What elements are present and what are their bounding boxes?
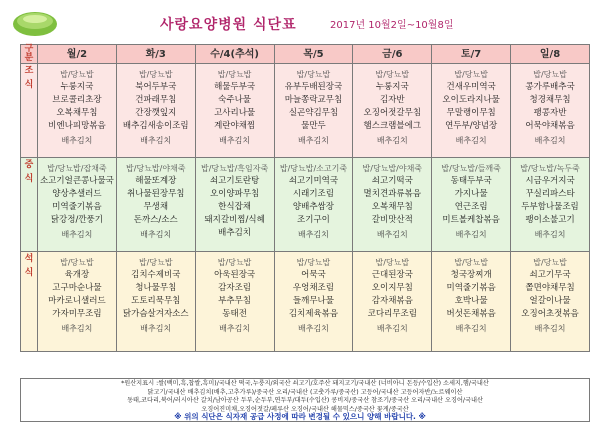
kimchi-item: 배추김치 [376, 324, 408, 333]
meal-label-breakfast: 조 식 [21, 64, 38, 158]
dinner-row [21, 252, 590, 352]
hospital-logo-icon [10, 8, 60, 38]
dish-item: 부추무침 [218, 296, 252, 306]
dish-item: 무말랭이무침 [446, 108, 496, 118]
dish-item: 김자반 [379, 95, 405, 105]
dish-item: 마카로니샐러드 [48, 296, 106, 306]
dish-item: 한식잡채 [218, 202, 252, 212]
dish-item: 청경채무침 [529, 95, 571, 105]
dish-item: 미역줄기볶음 [52, 202, 102, 212]
dish-item: 해물두부국 [214, 82, 256, 92]
rice-option: 밥/당뇨밥/야채죽 [126, 164, 186, 173]
dish-item: 버섯돈채볶음 [446, 309, 496, 319]
dish-item: 계란야채찜 [214, 121, 256, 131]
dish-item: 쇠고기토란탕 [209, 176, 260, 186]
dish-item: 누룽지국 [60, 82, 94, 92]
dish-item: 얼갈이나물 [529, 296, 571, 306]
dish-item: 취나물된장무침 [127, 189, 185, 199]
menu-cell [432, 64, 511, 158]
day-header: 일/8 [511, 45, 590, 64]
rice-option: 밥/당뇨밥 [138, 70, 173, 79]
menu-cell [116, 64, 195, 158]
kimchi-item: 배추김치 [534, 324, 566, 333]
kimchi-item: 배추김치 [297, 324, 329, 333]
menu-cell [274, 64, 353, 158]
dish-item: 오복채무침 [371, 202, 413, 212]
rice-option: 밥/당뇨밥 [60, 70, 94, 79]
dish-item: 팽이소불고기 [525, 215, 575, 225]
dish-item: 갈비맛산적 [371, 215, 413, 225]
dish-item: 오징어젓갈무침 [363, 108, 422, 118]
kimchi-item: 배추김치 [297, 136, 329, 145]
menu-cell [274, 158, 353, 252]
kimchi-item: 배추김치 [455, 230, 487, 239]
dish-item: 쇠고기미역국 [288, 176, 339, 186]
dish-item: 오복채무침 [56, 108, 98, 118]
rice-option: 밥/당뇨밥 [60, 258, 94, 267]
kimchi-item: 배추김치 [140, 324, 172, 333]
kimchi-item: 배추김치 [376, 230, 408, 239]
dish-item: 돼지갈비찜/식혜 [204, 215, 265, 225]
dish-item: 양배추쌈장 [292, 202, 334, 212]
dish-item: 배추김치 [218, 228, 252, 238]
day-header: 목/5 [274, 45, 353, 64]
dish-item: 해물또계장 [135, 176, 177, 186]
dish-item: 어묵야채볶음 [525, 121, 575, 131]
menu-cell [195, 252, 274, 352]
menu-table [20, 44, 590, 352]
dish-item: 김치수제비국 [131, 270, 181, 280]
menu-cell [195, 158, 274, 252]
dish-item: 실곤약김무침 [288, 108, 339, 118]
dish-item: 감자채볶음 [371, 296, 413, 306]
dish-item: 코다리무조림 [367, 309, 417, 319]
rice-option: 밥/당뇨밥/잡채죽 [47, 164, 107, 173]
dish-item: 팽콩자반 [533, 108, 567, 118]
dish-item: 아욱된장국 [214, 270, 256, 280]
dish-item: 꾸실리파스타 [525, 189, 575, 199]
dish-item: 소고기얼큰콩나물국 [39, 176, 114, 186]
date-range: 2017년 10월2일~10월8일 [330, 20, 454, 31]
dish-item: 두부함나물조림 [521, 202, 579, 212]
dish-item: 미역줄기볶음 [446, 283, 496, 293]
dish-item: 청나물무침 [135, 283, 177, 293]
day-header: 수/4(추석) [195, 45, 274, 64]
dish-item: 누룽지국 [375, 82, 409, 92]
kimchi-item: 배추김치 [297, 230, 329, 239]
dish-item: 비엔나피망볶음 [48, 121, 106, 131]
dish-item: 연근조림 [454, 202, 488, 212]
dish-item: 간장깻잎지 [135, 108, 177, 118]
rice-option: 밥/당뇨밥 [217, 70, 252, 79]
kimchi-item: 배추김치 [61, 230, 93, 239]
dish-item: 고사리나물 [214, 108, 256, 118]
dish-item: 건파래무침 [135, 95, 177, 105]
rice-option: 밥/당뇨밥 [138, 258, 173, 267]
dish-item: 감자조림 [218, 283, 252, 293]
rice-option: 밥/당뇨밥 [533, 258, 567, 267]
dish-item: 육개장 [64, 270, 90, 280]
menu-cell [38, 252, 117, 352]
kimchi-item: 배추김치 [534, 230, 566, 239]
rice-option: 밥/당뇨밥 [296, 70, 331, 79]
dish-item: 오이양파무침 [209, 189, 260, 199]
dish-item: 닭가슴살겨자소스 [122, 309, 189, 319]
menu-cell [116, 252, 195, 352]
dish-item: 동태두부국 [450, 176, 492, 186]
dish-item: 쫄면야채무침 [525, 283, 575, 293]
dish-item: 닭강정/깐풍기 [50, 215, 103, 225]
menu-cell [432, 252, 511, 352]
dish-item: 무생채 [143, 202, 169, 212]
menu-cell [511, 158, 590, 252]
dish-item: 시래기조림 [292, 189, 334, 199]
dish-item: 가자미무조림 [52, 309, 102, 319]
menu-cell [432, 158, 511, 252]
rice-option: 밥/당뇨밥 [533, 70, 567, 79]
dish-item: 호박나물 [454, 296, 488, 306]
kimchi-item: 배추김치 [61, 324, 93, 333]
dish-item: 마늘쫑락교무침 [284, 95, 343, 105]
dish-item: 오징어초젓볶음 [521, 309, 579, 319]
rice-option: 밥/당뇨밥 [375, 70, 410, 79]
origin-line: 닭고기/국내산 배추김치(배추,고추가루)/중국산 오리/국내산 (고춧가루/중국산) 고등어/국내산 고등어자반/노르웨이산 [147, 388, 463, 396]
kimchi-item: 배추김치 [376, 136, 408, 145]
dish-item: 쇠고기무국 [529, 270, 571, 280]
day-header-row [21, 45, 590, 64]
notice-text: ※ 위의 식단은 식자재 공급 사정에 따라 변경될 수 있으니 양해 바랍니다. ※ [174, 412, 426, 421]
origin-line: 동태,코다리,북어/러시아산 갈치/남아공산 두부,순두부,연두부/대두(수입산) 콩비지/중국산 참조기/중국산 오리/국내산 오징어/국내산 [127, 397, 483, 404]
day-header: 화/3 [116, 45, 195, 64]
kimchi-item: 배추김치 [140, 230, 172, 239]
menu-cell [195, 64, 274, 158]
dish-item: 고구마순나물 [52, 283, 102, 293]
page-title: 사랑요양병원 식단표 [160, 17, 297, 33]
menu-cell [38, 64, 117, 158]
origin-line: *원산지표시 :쌀(백미,흑,찹쌀,흑미)/국내산 떡국,누룽지/외국산 쇠고기/호주산 돼지고기/국내산 (너비아니 돈등/수입산) 소세지,햄/국내산 [121, 380, 489, 387]
kimchi-item: 배추김치 [61, 136, 93, 145]
rice-option: 밥/당뇨밥/소고기죽 [279, 164, 348, 173]
kimchi-item: 배추김치 [219, 324, 251, 333]
menu-cell [353, 158, 432, 252]
menu-cell [274, 252, 353, 352]
rice-option: 밥/당뇨밥/녹두죽 [520, 164, 580, 173]
menu-cell [353, 252, 432, 352]
lunch-row [21, 158, 590, 252]
dish-item: 멸치견과류볶음 [363, 189, 422, 199]
dish-item: 청국장찌개 [450, 270, 492, 280]
dish-item: 근대된장국 [371, 270, 413, 280]
dish-item: 우엉채조림 [292, 283, 334, 293]
meal-label-dinner: 석 식 [21, 252, 38, 352]
dish-item: 어묵국 [301, 270, 326, 280]
dish-item: 배추김새송이조림 [122, 121, 189, 131]
corner-label: 구 분 [21, 45, 38, 64]
dish-item: 북어두부국 [135, 82, 177, 92]
kimchi-item: 배추김치 [219, 136, 251, 145]
rice-option: 밥/당뇨밥 [296, 258, 331, 267]
dish-item: 들깨무나물 [292, 296, 334, 306]
rice-option: 밥/당뇨밥/들깨죽 [441, 164, 501, 173]
rice-option: 밥/당뇨밥/흑임자죽 [201, 164, 269, 173]
day-header: 토/7 [432, 45, 511, 64]
rice-option: 밥/당뇨밥/야채죽 [362, 164, 423, 173]
breakfast-row [21, 64, 590, 158]
menu-cell [511, 252, 590, 352]
dish-item: 건새우미역국 [446, 82, 496, 92]
menu-cell [38, 158, 117, 252]
kimchi-item: 배추김치 [140, 136, 172, 145]
rice-option: 밥/당뇨밥 [454, 70, 488, 79]
menu-cell [116, 158, 195, 252]
dish-item: 오이지무침 [371, 283, 413, 293]
meal-label-lunch: 중 식 [21, 158, 38, 252]
kimchi-item: 배추김치 [455, 324, 487, 333]
dish-item: 시금우거지국 [525, 176, 575, 186]
kimchi-item: 배추김치 [534, 136, 566, 145]
day-header: 금/6 [353, 45, 432, 64]
dish-item: 햄스크램블에그 [363, 121, 422, 131]
dish-item: 물만두 [301, 121, 326, 131]
dish-item: 미트볼케찹볶음 [442, 215, 500, 225]
menu-cell [353, 64, 432, 158]
menu-cell [511, 64, 590, 158]
dish-item: 가지나물 [454, 189, 488, 199]
dish-item: 연두부/양념장 [445, 121, 498, 131]
dish-item: 쇠고기떡국 [371, 176, 413, 186]
rice-option: 밥/당뇨밥 [375, 258, 410, 267]
dish-item: 숙주나물 [218, 95, 252, 105]
rice-option: 밥/당뇨밥 [217, 258, 252, 267]
rice-option: 밥/당뇨밥 [454, 258, 488, 267]
dish-item: 김치제육볶음 [288, 309, 339, 319]
kimchi-item: 배추김치 [455, 136, 487, 145]
day-header: 월/2 [38, 45, 117, 64]
origin-line: 오징어진미채,오징어젓갈/페루산 오징어/국내산 해물믹스/중국산 꽃게/중국산 [201, 405, 409, 413]
dish-item: 브로콜리초장 [52, 95, 102, 105]
dish-item: 동태전 [222, 309, 247, 319]
dish-item: 콩가루배추국 [525, 82, 575, 92]
dish-item: 돈까스/소스 [133, 215, 178, 225]
dish-item: 오이도라지나물 [442, 95, 500, 105]
dish-item: 유부두배된장국 [284, 82, 343, 92]
dish-item: 도토리묵무침 [131, 296, 181, 306]
dish-item: 조기구이 [297, 215, 330, 225]
dish-item: 양상추샐러드 [52, 189, 102, 199]
